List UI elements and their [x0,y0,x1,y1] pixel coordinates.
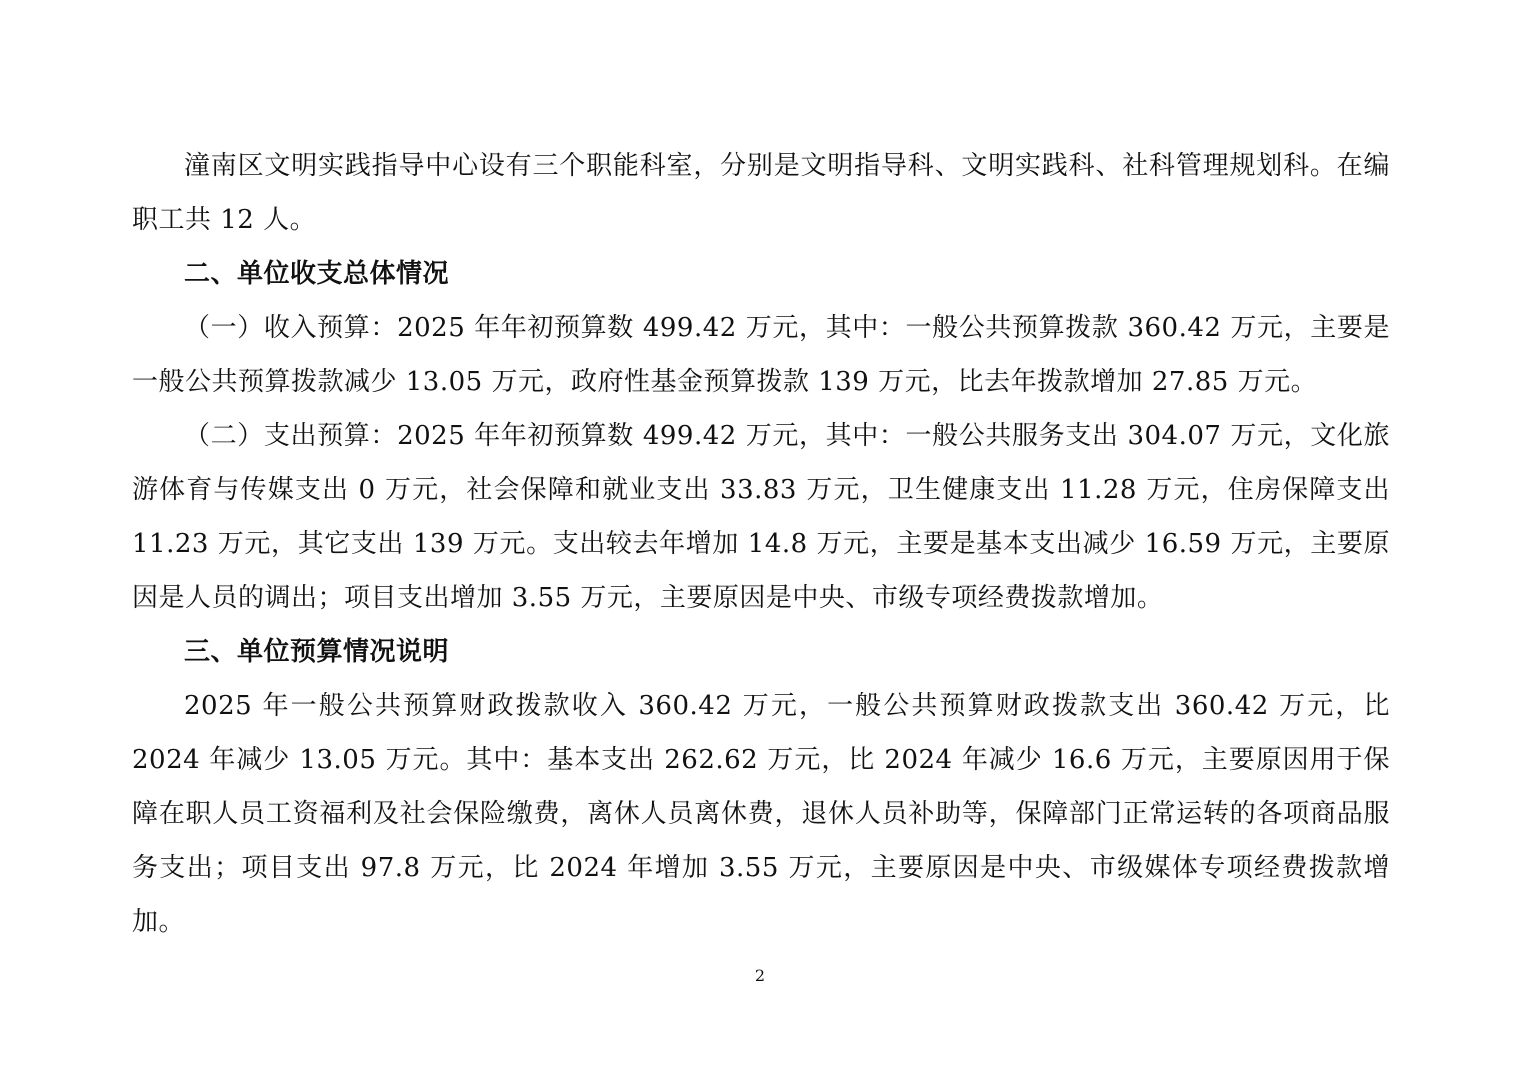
income-budget-paragraph: （一）收入预算：2025 年年初预算数 499.42 万元，其中：一般公共预算拨款 360.42 万元，主要是一般公共预算拨款减少 13.05 万元，政府性基金预算拨款 139 万元，比去年拨款增加 27.85 万元。 [132,313,1390,397]
document-body [132,139,1390,949]
expense-budget-paragraph: （二）支出预算：2025 年年初预算数 499.42 万元，其中：一般公共服务支出 304.07 万元，文化旅游体育与传媒支出 0 万元，社会保障和就业支出 33.83 万元，卫生健康支出 11.28 万元，住房保障支出 11.23 万元，其它支出 139 万元。支出较去年增加 14.8 万元，主要是基本支出减少 16.59 万元，主要原因是人员的调出；项目支出增加 3.55 万元，主要原因是中央、市级专项经费拨款增加。 [132,421,1390,613]
intro-paragraph: 潼南区文明实践指导中心设有三个职能科室，分别是文明指导科、文明实践科、社科管理规划科。在编职工共 12 人。 [132,151,1390,235]
section-heading-3: 三、单位预算情况说明 [184,637,450,667]
section-heading-2: 二、单位收支总体情况 [184,259,450,289]
budget-explanation-paragraph: 2025 年一般公共预算财政拨款收入 360.42 万元，一般公共预算财政拨款支出 360.42 万元，比 2024 年减少 13.05 万元。其中：基本支出 262.62 万元，比 2024 年减少 16.6 万元，主要原因用于保障在职人员工资福利及社会保险缴费，离休人员离休费，退休人员补助等，保障部门正常运转的各项商品服务支出；项目支出 97.8 万元，比 2024 年增加 3.55 万元，主要原因是中央、市级媒体专项经费拨款增加。 [132,691,1390,937]
page-number: 2 [754,966,766,985]
